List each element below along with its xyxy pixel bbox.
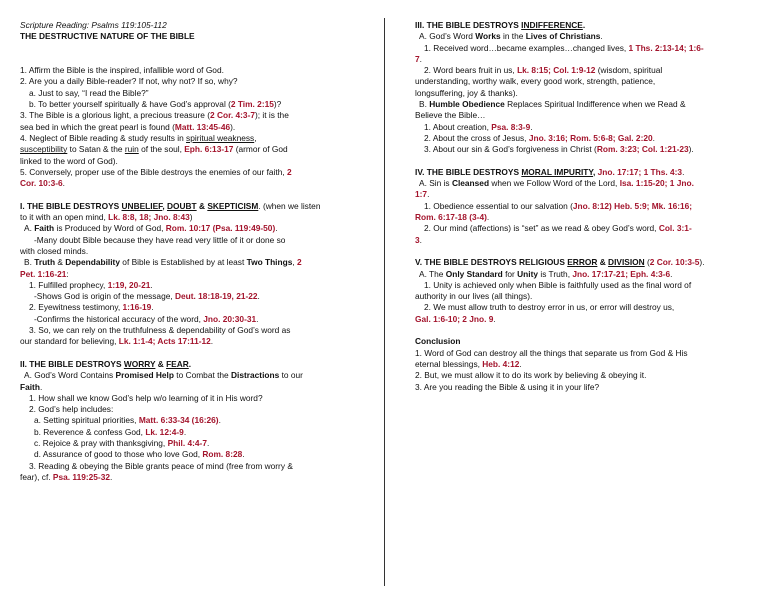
section-1-point-b-cont: Pet. 1:16-21: bbox=[20, 268, 69, 279]
section-2-sub-2: 2. God’s help includes: bbox=[29, 404, 114, 415]
section-1-sub-3: 3. So, we can rely on the truthfulness & dependability of God’s word as bbox=[29, 325, 291, 336]
section-1-heading-cont: to it with an open mind, Lk. 8:8, 18; Jno. 8:43) bbox=[20, 212, 193, 223]
section-3-sub-b3: 3. About our sin & God’s forgiveness in Christ (Rom. 3:23; Col. 1:21-23). bbox=[424, 144, 694, 155]
section-1-note-cont: with closed minds. bbox=[20, 245, 89, 256]
section-5-sub-2-cont: Gal. 1:6-10; 2 Jno. 9. bbox=[415, 313, 496, 324]
intro-point-1: 1. Affirm the Bible is the inspired, infallible word of God. bbox=[20, 65, 224, 76]
left-column bbox=[20, 20, 368, 483]
intro-point-2: 2. Are you a daily Bible-reader? If not, why not? If so, why? bbox=[20, 76, 238, 87]
section-3-sub-2-cont: understanding, worthy walk, every good work, strength, patience, bbox=[415, 76, 656, 87]
section-2-sub-2c: c. Rejoice & pray with thanksgiving, Phil. 4:4-7. bbox=[34, 437, 210, 448]
intro-point-5-cont: Cor. 10:3-6. bbox=[20, 178, 65, 189]
section-5-sub-1-cont: authority in our lives (all things). bbox=[415, 291, 533, 302]
conclusion-point-1-cont: eternal blessings, Heb. 4:12. bbox=[415, 358, 522, 369]
section-1-sub-3-cont: our standard for believing, Lk. 1:1-4; Acts 17:11-12. bbox=[20, 336, 214, 347]
section-5-heading: V. THE BIBLE DESTROYS RELIGIOUS ERROR & DIVISION (2 Cor. 10:3-5). bbox=[415, 257, 705, 268]
section-4-sub-2-cont: 3. bbox=[415, 234, 422, 245]
section-1-note: -Many doubt Bible because they have read very little of it or done so bbox=[34, 234, 286, 245]
conclusion-heading: Conclusion bbox=[415, 336, 461, 347]
section-1-sub-2: 2. Eyewitness testimony, 1:16-19. bbox=[29, 302, 154, 313]
section-2-point-a: A. God’s Word Contains Promised Help to Combat the Distractions to our bbox=[24, 370, 303, 381]
intro-point-3: 3. The Bible is a glorious light, a precious treasure (2 Cor. 4:3-7); it is the bbox=[20, 110, 289, 121]
section-4-sub-2: 2. Our mind (affections) is “set” as we read & obey God’s word, Col. 3:1- bbox=[424, 223, 692, 234]
scripture-reading: Scripture Reading: Psalms 119:105-112 bbox=[20, 20, 167, 30]
section-3-sub-1-cont: 7. bbox=[415, 53, 422, 64]
section-1-point-a: A. Faith is Produced by Word of God, Rom. 10:17 (Psa. 119:49-50). bbox=[24, 223, 278, 234]
document-title: THE DESTRUCTIVE NATURE OF THE BIBLE bbox=[20, 31, 195, 42]
section-2-point-a-cont: Faith. bbox=[20, 381, 43, 392]
section-4-point-a: A. Sin is Cleansed when we Follow Word of the Lord, Isa. 1:15-20; 1 Jno. bbox=[419, 178, 694, 189]
right-column bbox=[415, 20, 753, 393]
section-5-point-a: A. The Only Standard for Unity is Truth, Jno. 17:17-21; Eph. 4:3-6. bbox=[419, 268, 673, 279]
section-3-sub-2-cont2: longsuffering, joy & thanks). bbox=[415, 87, 518, 98]
intro-point-4-cont: susceptibility to Satan & the ruin of the soul, Eph. 6:13-17 (armor of God bbox=[20, 144, 288, 155]
section-5-sub-2: 2. We must allow truth to destroy error in us, or error will destroy us, bbox=[424, 302, 675, 313]
section-1-sub-1: 1. Fulfilled prophecy, 1:19, 20-21. bbox=[29, 279, 153, 290]
section-3-point-b: B. Humble Obedience Replaces Spiritual Indifference when we Read & bbox=[419, 99, 686, 110]
section-3-point-a: A. God’s Word Works in the Lives of Christians. bbox=[419, 31, 603, 42]
section-5-sub-1: 1. Unity is achieved only when Bible is faithfully used as the final word of bbox=[424, 279, 692, 290]
section-2-sub-2a: a. Setting spiritual priorities, Matt. 6:33-34 (16:26). bbox=[34, 415, 221, 426]
intro-point-2a: a. Just to say, “I read the Bible?” bbox=[29, 87, 149, 98]
section-4-sub-1-cont: Rom. 6:17-18 (3-4). bbox=[415, 212, 490, 223]
section-4-heading: IV. THE BIBLE DESTROYS MORAL IMPURITY, Jno. 17:17; 1 Ths. 4:3. bbox=[415, 166, 685, 177]
section-3-sub-b2: 2. About the cross of Jesus, Jno. 3:16; Rom. 5:6-8; Gal. 2:20. bbox=[424, 132, 655, 143]
section-3-heading: III. THE BIBLE DESTROYS INDIFFERENCE. bbox=[415, 20, 586, 30]
section-3-sub-b1: 1. About creation, Psa. 8:3-9. bbox=[424, 121, 533, 132]
intro-point-5: 5. Conversely, proper use of the Bible destroys the enemies of our faith, 2 bbox=[20, 166, 292, 177]
intro-point-3-cont: sea bed in which the great pearl is found (Matt. 13:45-46). bbox=[20, 121, 236, 132]
section-1-sub-1-note: -Shows God is origin of the message, Deut. 18:18-19, 21-22. bbox=[34, 291, 260, 302]
intro-point-4-cont2: linked to the word of God). bbox=[20, 155, 118, 166]
divider-line bbox=[384, 18, 385, 586]
section-4-point-a-cont: 1:7. bbox=[415, 189, 430, 200]
section-1-heading: I. THE BIBLE DESTROYS UNBELIEF, DOUBT & SKEPTICISM. (when we listen bbox=[20, 200, 321, 211]
section-1-sub-2-note: -Confirms the historical accuracy of the word, Jno. 20:30-31. bbox=[34, 313, 259, 324]
section-2-sub-1: 1. How shall we know God’s help w/o learning of it in His word? bbox=[29, 392, 263, 403]
section-4-sub-1: 1. Obedience essential to our salvation (Jno. 8:12) Heb. 5:9; Mk. 16:16; bbox=[424, 200, 693, 211]
section-1-point-b: B. Truth & Dependability of Bible is Established by at least Two Things, 2 bbox=[24, 257, 302, 268]
section-3-sub-1: 1. Received word…became examples…changed lives, 1 Ths. 2:13-14; 1:6- bbox=[424, 42, 704, 53]
intro-point-4: 4. Neglect of Bible reading & study results in spiritual weakness, bbox=[20, 132, 257, 143]
section-3-point-b-cont: Believe the Bible… bbox=[415, 110, 486, 121]
section-2-sub-2b: b. Reverence & confess God, Lk. 12:4-9. bbox=[34, 426, 187, 437]
conclusion-point-3: 3. Are you reading the Bible & using it in your life? bbox=[415, 381, 600, 392]
section-2-sub-3-cont: fear), cf. Psa. 119:25-32. bbox=[20, 471, 113, 482]
section-3-sub-2: 2. Word bears fruit in us, Lk. 8:15; Col. 1:9-12 (wisdom, spiritual bbox=[424, 65, 663, 76]
section-2-sub-2d: d. Assurance of good to those who love God, Rom. 8:28. bbox=[34, 449, 245, 460]
conclusion-point-2: 2. But, we must allow it to do its work by believing & obeying it. bbox=[415, 370, 647, 381]
intro-point-2b: b. To better yourself spiritually & have God’s approval (2 Tim. 2:15)? bbox=[29, 99, 282, 110]
section-2-sub-3: 3. Reading & obeying the Bible grants peace of mind (free from worry & bbox=[29, 460, 293, 471]
section-2-heading: II. THE BIBLE DESTROYS WORRY & FEAR. bbox=[20, 358, 192, 369]
conclusion-point-1: 1. Word of God can destroy all the things that separate us from God & His bbox=[415, 347, 688, 358]
